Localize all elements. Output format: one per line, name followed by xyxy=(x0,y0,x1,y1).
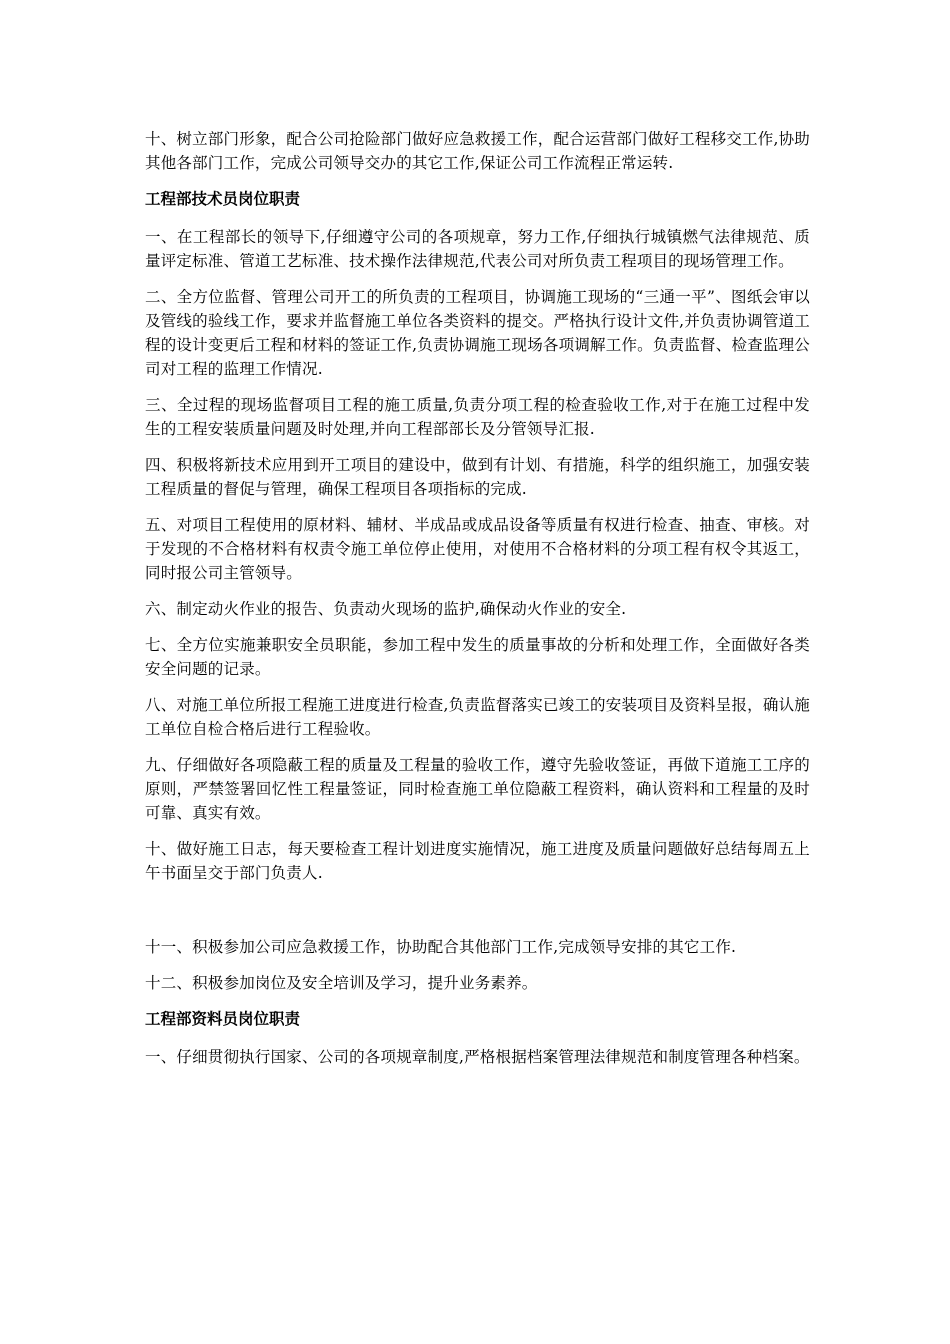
tech-duty-5: 五、对项目工程使用的原材料、辅材、半成品或成品设备等质量有权进行检查、抽查、审核。对于发现的不合格材料有权责令施工单位停止使用，对使用不合格材料的分项工程有权令其返工，同时报公司主管领导。 xyxy=(145,516,810,582)
tech-duty-8: 八、对施工单位所报工程施工进度进行检查,负责监督落实已竣工的安装项目及资料呈报，确认施工单位自检合格后进行工程验收。 xyxy=(145,696,810,738)
section-heading-technician: 工程部技术员岗位职责 xyxy=(145,190,301,208)
tech-duty-9: 九、仔细做好各项隐蔽工程的质量及工程量的验收工作，遵守先验收签证，再做下道施工工序的原则，严禁签署回忆性工程量签证，同时检查施工单位隐蔽工程资料，确认资料和工程量的及时可靠、真实有效。 xyxy=(145,756,810,822)
tech-duty-7: 七、全方位实施兼职安全员职能，参加工程中发生的质量事故的分析和处理工作，全面做好各类安全问题的记录。 xyxy=(145,636,810,678)
tech-duty-1: 一、在工程部长的领导下,仔细遵守公司的各项规章，努力工作,仔细执行城镇燃气法律规范、质量评定标准、管道工艺标准、技术操作法律规范,代表公司对所负责工程项目的现场管理工作。 xyxy=(145,228,810,270)
document-body xyxy=(145,127,810,1081)
tech-duty-3: 三、全过程的现场监督项目工程的施工质量,负责分项工程的检查验收工作,对于在施工过程中发生的工程安装质量问题及时处理,并向工程部部长及分管领导汇报. xyxy=(145,396,810,438)
tech-duty-2: 二、全方位监督、管理公司开工的所负责的工程项目，协调施工现场的“三通一平”、图纸会审以及管线的验线工作，要求并监督施工单位各类资料的提交。严格执行设计文件,并负责协调管道工程的设计变更后工程和材料的签证工作,负责协调施工现场各项调解工作。负责监督、检查监理公司对工程的监理工作情况. xyxy=(145,288,810,378)
tech-duty-10: 十、做好施工日志，每天要检查工程计划进度实施情况，施工进度及质量问题做好总结每周五上午书面呈交于部门负责人. xyxy=(145,840,810,882)
page-break-gap xyxy=(145,897,810,935)
section-heading-document-clerk: 工程部资料员岗位职责 xyxy=(145,1010,301,1028)
paragraph-item-10-prev-section: 十、树立部门形象，配合公司抢险部门做好应急救援工作，配合运营部门做好工程移交工作,协助其他各部门工作，完成公司领导交办的其它工作,保证公司工作流程正常运转. xyxy=(145,130,810,172)
tech-duty-12: 十二、积极参加岗位及安全培训及学习，提升业务素养。 xyxy=(145,974,538,992)
tech-duty-4: 四、积极将新技术应用到开工项目的建设中，做到有计划、有措施，科学的组织施工，加强安装工程质量的督促与管理，确保工程项目各项指标的完成. xyxy=(145,456,810,498)
tech-duty-6: 六、制定动火作业的报告、负责动火现场的监护,确保动火作业的安全. xyxy=(145,600,627,618)
doc-duty-1: 一、仔细贯彻执行国家、公司的各项规章制度,严格根据档案管理法律规范和制度管理各种档案。 xyxy=(145,1048,810,1066)
tech-duty-11: 十一、积极参加公司应急救援工作，协助配合其他部门工作,完成领导安排的其它工作. xyxy=(145,938,737,956)
